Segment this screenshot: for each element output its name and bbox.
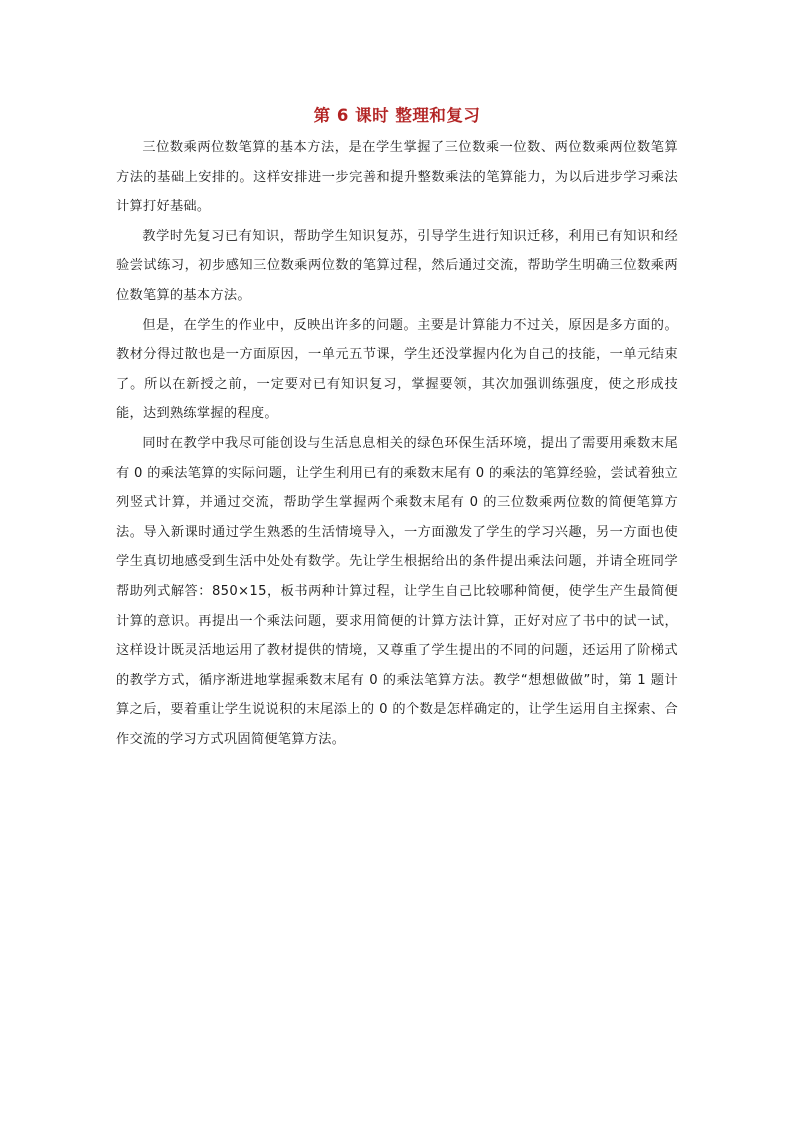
paragraph-teaching-review: 教学时先复习已有知识，帮助学生知识复苏，引导学生进行知识迁移，利用已有知识和经验尝试练习，初步感知三位数乘两位数的笔算过程，然后通过交流，帮助学生明确三位数乘两位数笔算的基本方法。	[116, 228, 678, 303]
paragraph-teaching-reflection: 同时在教学中我尽可能创设与生活息息相关的绿色环保生活环境，提出了需要用乘数末尾有 0 的乘法笔算的实际问题，让学生利用已有的乘数末尾有 0 的乘法的笔算经验，尝试着独立列竖式计算，并通过交流，帮助学生掌握两个乘数末尾有 0 的三位数乘两位数的简便笔算方法。导入新课时通过学生熟悉的生活情境导入，一方面激发了学生的学习兴趣，另一方面也使学生真切地感受到生活中处处有数学。先让学生根据给出的条件提出乘法问题，并请全班同学帮助列式解答：850×15，板书两种计算过程，让学生自己比较哪种简便，使学生产生最简便计算的意识。再提出一个乘法问题，要求用简便的计算方法计算，正好对应了书中的试一试，这样设计既灵活地运用了教材提供的情境，又尊重了学生提出的不同的问题，还运用了阶梯式的教学方式，循序渐进地掌握乘数末尾有 0 的乘法笔算方法。教学“想想做做”时，第 1 题计算之后，要着重让学生说说积的末尾添上的 0 的个数是怎样确定的，让学生运用自主探索、合作交流的学习方式巩固简便笔算方法。	[116, 435, 678, 747]
paragraph-homework-problems: 但是，在学生的作业中，反映出许多的问题。主要是计算能力不过关，原因是多方面的。教材分得过散也是一方面原因，一单元五节课，学生还没掌握内化为自己的技能，一单元结束了。所以在新授之前，一定要对已有知识复习，掌握要领，其次加强训练强度，使之形成技能，达到熟练掌握的程度。	[116, 317, 678, 422]
document-page	[116, 104, 678, 754]
page-title: 第 6 课时 整理和复习	[313, 106, 481, 125]
paragraph-basic-method: 三位数乘两位数笔算的基本方法，是在学生掌握了三位数乘一位数、两位数乘两位数笔算方法的基础上安排的。这样安排进一步完善和提升整数乘法的笔算能力，为以后进步学习乘法计算打好基础。	[116, 140, 678, 215]
